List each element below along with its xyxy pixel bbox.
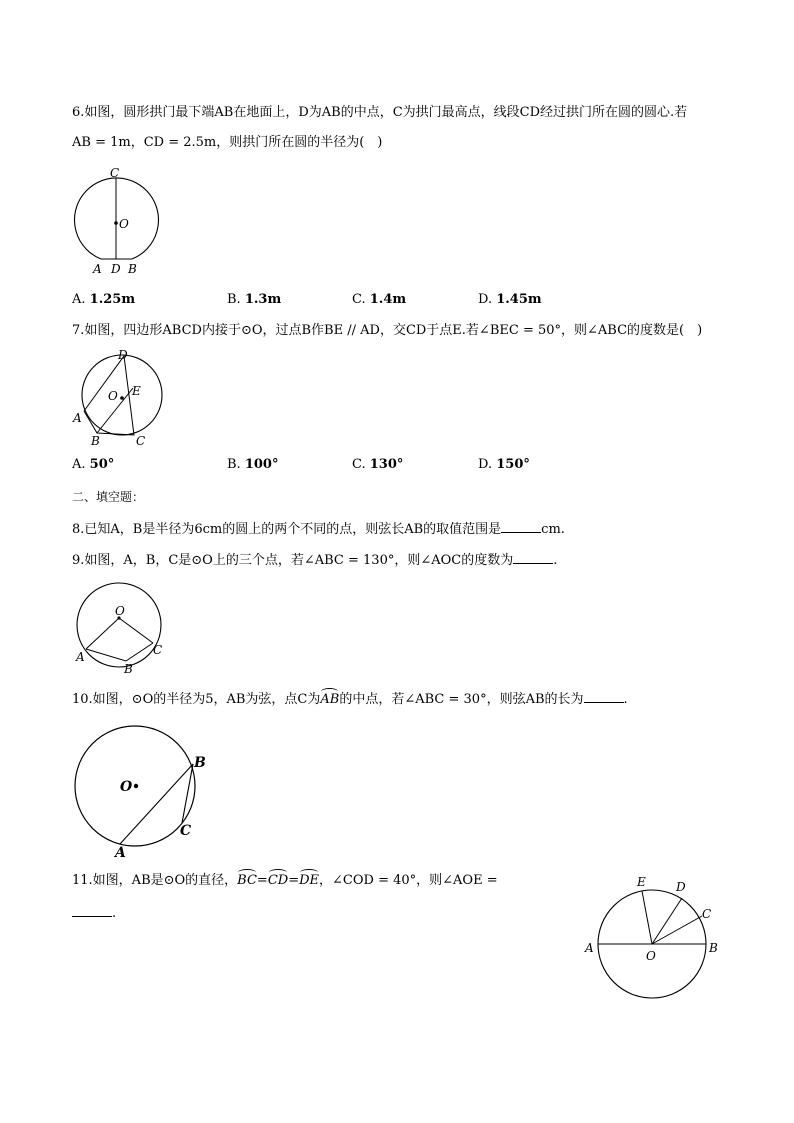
q11-end: . xyxy=(112,906,117,921)
q6-option-c[interactable] xyxy=(352,291,406,309)
q8-stem: 8.已知A，B是半径为6cm的圆上的两个不同的点，则弦长AB的取值范围是 xyxy=(72,522,502,537)
option-key: D. xyxy=(478,292,493,307)
q9-answer-blank[interactable] xyxy=(513,551,553,564)
q7-label-d: D xyxy=(118,348,128,362)
option-key: B. xyxy=(227,292,241,307)
q7-label-c: C xyxy=(136,434,146,448)
section-heading: 二、填空题： xyxy=(72,490,145,504)
option-key: A. xyxy=(72,457,86,472)
option-value: 130° xyxy=(369,457,404,472)
q6-label-b: B xyxy=(128,262,137,276)
q6-figure xyxy=(68,165,168,280)
q7-figure xyxy=(70,348,170,448)
q10-stem-start: 10.如图，⊙O的半径为5，AB为弦，点C为 xyxy=(72,692,321,707)
q10-stem-end: 的中点，若∠ABC = 30°，则弦AB的长为 xyxy=(339,692,584,707)
q11-label-c: C xyxy=(702,907,712,921)
q9-text xyxy=(72,551,557,570)
q11-equals: = xyxy=(256,873,268,888)
q10-label-c: C xyxy=(180,823,192,839)
q10-text xyxy=(72,690,628,709)
q8-answer-blank[interactable] xyxy=(501,520,541,533)
q7-label-b: B xyxy=(91,434,100,448)
q10-label-b: B xyxy=(194,755,206,771)
q11-stem-start: 11.如图，AB是⊙O的直径， xyxy=(72,873,238,888)
q11-label-a: A xyxy=(585,941,594,955)
q6-option-b[interactable] xyxy=(227,291,281,309)
q10-label-o: O xyxy=(120,779,133,795)
q8-text xyxy=(72,520,565,539)
q11-figure xyxy=(580,872,730,1002)
q10-arc-ab: AB xyxy=(320,692,340,707)
q7-option-a[interactable] xyxy=(72,456,114,474)
q11-label-o: O xyxy=(646,949,656,963)
option-value: 1.4m xyxy=(369,292,407,307)
q6-line1: 6.如图，圆形拱门最下端AB在地面上，D为AB的中点，C为拱门最高点，线段CD经过拱门所在圆的圆心.若 xyxy=(72,105,688,120)
q6-label-o: O xyxy=(119,217,129,231)
q10-label-a: A xyxy=(115,845,126,861)
q11-label-b: B xyxy=(709,941,718,955)
option-value: 1.45m xyxy=(496,292,542,307)
q11-arc-cd: CD xyxy=(267,873,289,888)
q8-unit: cm. xyxy=(541,522,565,537)
q11-arc-de: DE xyxy=(299,873,320,888)
q11-stem-end: ，∠COD = 40°，则∠AOE = xyxy=(319,873,498,888)
q11-label-d: D xyxy=(676,880,686,894)
option-key: D. xyxy=(478,457,493,472)
q9-label-b: B xyxy=(124,662,133,676)
q6-line2: AB = 1m，CD = 2.5m，则拱门所在圆的半径为( ) xyxy=(72,135,383,150)
q7-text: 7.如图，四边形ABCD内接于⊙O，过点B作BE // AD，交CD于点E.若∠BEC = 50°，则∠ABC的度数是( ) xyxy=(72,323,703,338)
q6-option-a[interactable] xyxy=(72,291,135,309)
q11-label-e: E xyxy=(637,875,646,889)
q9-stem: 9.如图，A，B，C是⊙O上的三个点，若∠ABC = 130°，则∠AOC的度数为 xyxy=(72,553,514,568)
option-key: B. xyxy=(227,457,241,472)
q7-option-d[interactable] xyxy=(478,456,530,474)
q6-option-d[interactable] xyxy=(478,291,542,309)
option-value: 100° xyxy=(244,457,279,472)
q6-label-c: C xyxy=(110,166,120,180)
option-key: C. xyxy=(352,292,366,307)
q7-label-a: A xyxy=(73,411,82,425)
q10-end: . xyxy=(623,692,628,707)
q7-option-c[interactable] xyxy=(352,456,403,474)
q10-figure xyxy=(72,715,207,860)
option-value: 1.25m xyxy=(89,292,136,307)
q10-answer-blank[interactable] xyxy=(584,690,624,703)
option-key: C. xyxy=(352,457,366,472)
option-value: 150° xyxy=(496,457,530,472)
option-value: 1.3m xyxy=(244,292,282,307)
option-key: A. xyxy=(72,292,86,307)
q11-arc-bc: BC xyxy=(237,873,257,888)
q9-label-o: O xyxy=(115,604,125,618)
option-value: 50° xyxy=(89,457,115,472)
q11-equals: = xyxy=(288,873,300,888)
q7-label-e: E xyxy=(132,384,141,398)
q9-label-a: A xyxy=(76,650,85,664)
q11-answer-blank[interactable] xyxy=(72,904,112,917)
q6-label-a: A xyxy=(93,262,102,276)
q6-label-d: D xyxy=(111,262,121,276)
q11-answer-line xyxy=(72,904,116,923)
q9-end: . xyxy=(553,553,558,568)
q9-figure xyxy=(72,578,172,676)
q7-option-b[interactable] xyxy=(227,456,278,474)
q7-label-o: O xyxy=(108,389,118,403)
q11-text xyxy=(72,872,498,890)
q9-label-c: C xyxy=(153,643,163,657)
